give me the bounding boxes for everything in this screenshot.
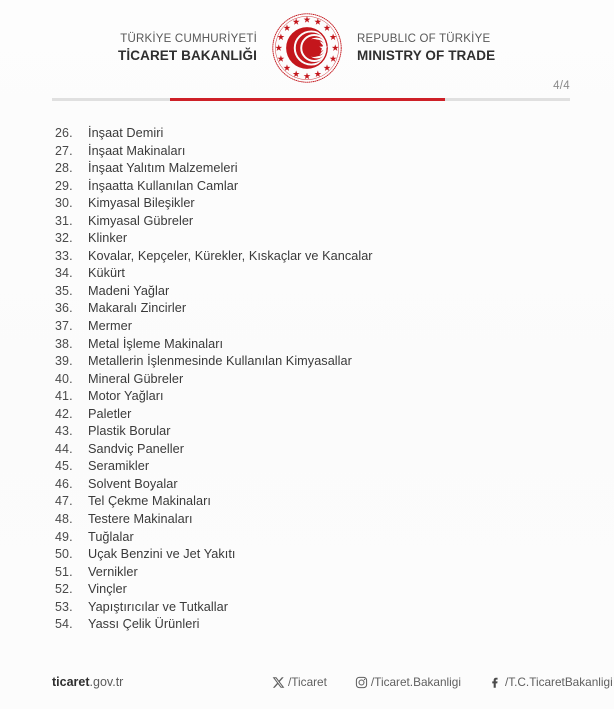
list-item-number: 53. [55,599,73,614]
list-item-number: 34. [55,266,73,281]
social-handle: /Ticaret [288,675,327,689]
list-item [0,372,614,390]
list-item-label: Kimyasal Gübreler [88,213,194,228]
brand-english [343,32,518,64]
list-item [0,547,614,565]
list-item-label: İnşaat Demiri [88,126,164,140]
list-item-label: Mineral Gübreler [88,371,184,386]
list-item [0,512,614,530]
list-item [0,144,614,162]
list-item-number: 36. [55,301,73,316]
list-item [0,582,614,600]
website-label-bold: ticaret [52,675,90,689]
list-item [0,301,614,319]
list-item [0,126,614,144]
brand-row [0,8,614,84]
list-item-number: 32. [55,231,73,246]
list-item-number: 46. [55,476,73,491]
list-item-label: Metal İşleme Makinaları [88,336,224,351]
list-item-label: Plastik Borular [88,424,171,439]
website-label [52,675,123,689]
list-item-label: Mermer [88,319,132,334]
list-item-number: 27. [55,143,73,158]
list-item [0,337,614,355]
list-item-number: 47. [55,494,73,509]
list-item-label: Metallerin İşlenmesinde Kullanılan Kimyasallar [88,354,352,369]
list-item-label: Klinker [88,231,128,246]
product-list [0,126,614,635]
brand-turkish [96,32,271,64]
list-item-label: Seramikler [88,459,150,474]
list-item-number: 40. [55,371,73,386]
list-item [0,565,614,583]
brand-english-line2: MINISTRY OF TRADE [357,48,496,63]
list-item-label: Testere Makinaları [88,512,193,527]
list-item [0,389,614,407]
list-item-number: 43. [55,424,73,439]
list-item-label: Tuğlalar [88,529,134,544]
list-item-number: 41. [55,389,73,404]
list-item-number: 50. [55,547,73,562]
list-item-number: 37. [55,319,73,334]
list-item-label: İnşaat Makinaları [88,143,186,158]
list-item [0,424,614,442]
list-item-number: 33. [55,248,73,263]
facebook-icon [489,676,502,689]
list-item-number: 30. [55,196,73,211]
list-item-label: Uçak Benzini ve Jet Yakıtı [88,547,236,562]
header-divider-accent [170,98,445,101]
brand-turkish-line2: TİCARET BAKANLIĞI [118,48,257,63]
list-item-number: 39. [55,354,73,369]
list-item-number: 44. [55,441,73,456]
list-item-number: 45. [55,459,73,474]
page-indicator: 4/4 [553,80,570,92]
social-link-instagram[interactable] [355,675,461,689]
social-handle: /Ticaret.Bakanligi [370,675,461,689]
list-item [0,249,614,267]
list-item-label: Kükürt [88,266,125,281]
list-item [0,354,614,372]
list-item-number: 38. [55,336,73,351]
turkish-ministry-of-trade-emblem [271,12,343,84]
brand-turkish-line1: TÜRKİYE CUMHURİYETİ [120,33,257,45]
list-item-label: Madeni Yağlar [88,283,170,298]
list-item-number: 49. [55,529,73,544]
list-item [0,617,614,635]
list-item [0,284,614,302]
brand-english-line1: REPUBLIC OF TÜRKİYE [357,33,491,45]
list-item [0,179,614,197]
header-divider [52,98,570,101]
list-item [0,266,614,284]
list-item [0,442,614,460]
list-item [0,214,614,232]
list-item-label: Makaralı Zincirler [88,301,187,316]
list-item-label: Motor Yağları [88,389,164,404]
social-links [272,675,613,689]
list-item-number: 35. [55,283,73,298]
list-item-label: Kovalar, Kepçeler, Kürekler, Kıskaçlar ve Kancalar [88,248,373,263]
list-item-label: Solvent Boyalar [88,476,178,491]
list-item-label: Paletler [88,406,132,421]
list-item-number: 48. [55,512,73,527]
list-item-number: 31. [55,213,73,228]
list-item [0,319,614,337]
list-item [0,459,614,477]
list-item-number: 26. [55,126,73,140]
list-item [0,600,614,618]
list-item-label: Sandviç Paneller [88,441,185,456]
list-item-number: 29. [55,178,73,193]
x-twitter-icon [272,676,285,689]
list-item-number: 51. [55,564,73,579]
list-item-number: 28. [55,161,73,176]
list-item [0,231,614,249]
list-item [0,530,614,548]
list-item [0,407,614,425]
list-item [0,477,614,495]
instagram-icon [355,676,368,689]
page-header [0,0,614,92]
list-item-number: 54. [55,617,73,632]
website-label-rest: .gov.tr [89,675,124,689]
list-item-label: Yassı Çelik Ürünleri [88,617,200,632]
list-item [0,161,614,179]
list-item [0,494,614,512]
social-handle: /T.C.TicaretBakanligi [504,675,613,689]
list-item-label: Kimyasal Bileşikler [88,196,195,211]
list-item-label: Yapıştırıcılar ve Tutkallar [88,599,229,614]
list-item-label: İnşaat Yalıtım Malzemeleri [88,161,238,176]
social-link-facebook[interactable] [489,675,613,689]
social-link-x-twitter[interactable] [272,675,327,689]
list-item-number: 52. [55,582,73,597]
list-item [0,196,614,214]
list-item-label: Vinçler [88,582,127,597]
list-item-label: İnşaatta Kullanılan Camlar [88,178,239,193]
page-footer [0,669,614,695]
list-item-number: 42. [55,406,73,421]
list-item-label: Tel Çekme Makinaları [88,494,211,509]
list-item-label: Vernikler [88,564,138,579]
